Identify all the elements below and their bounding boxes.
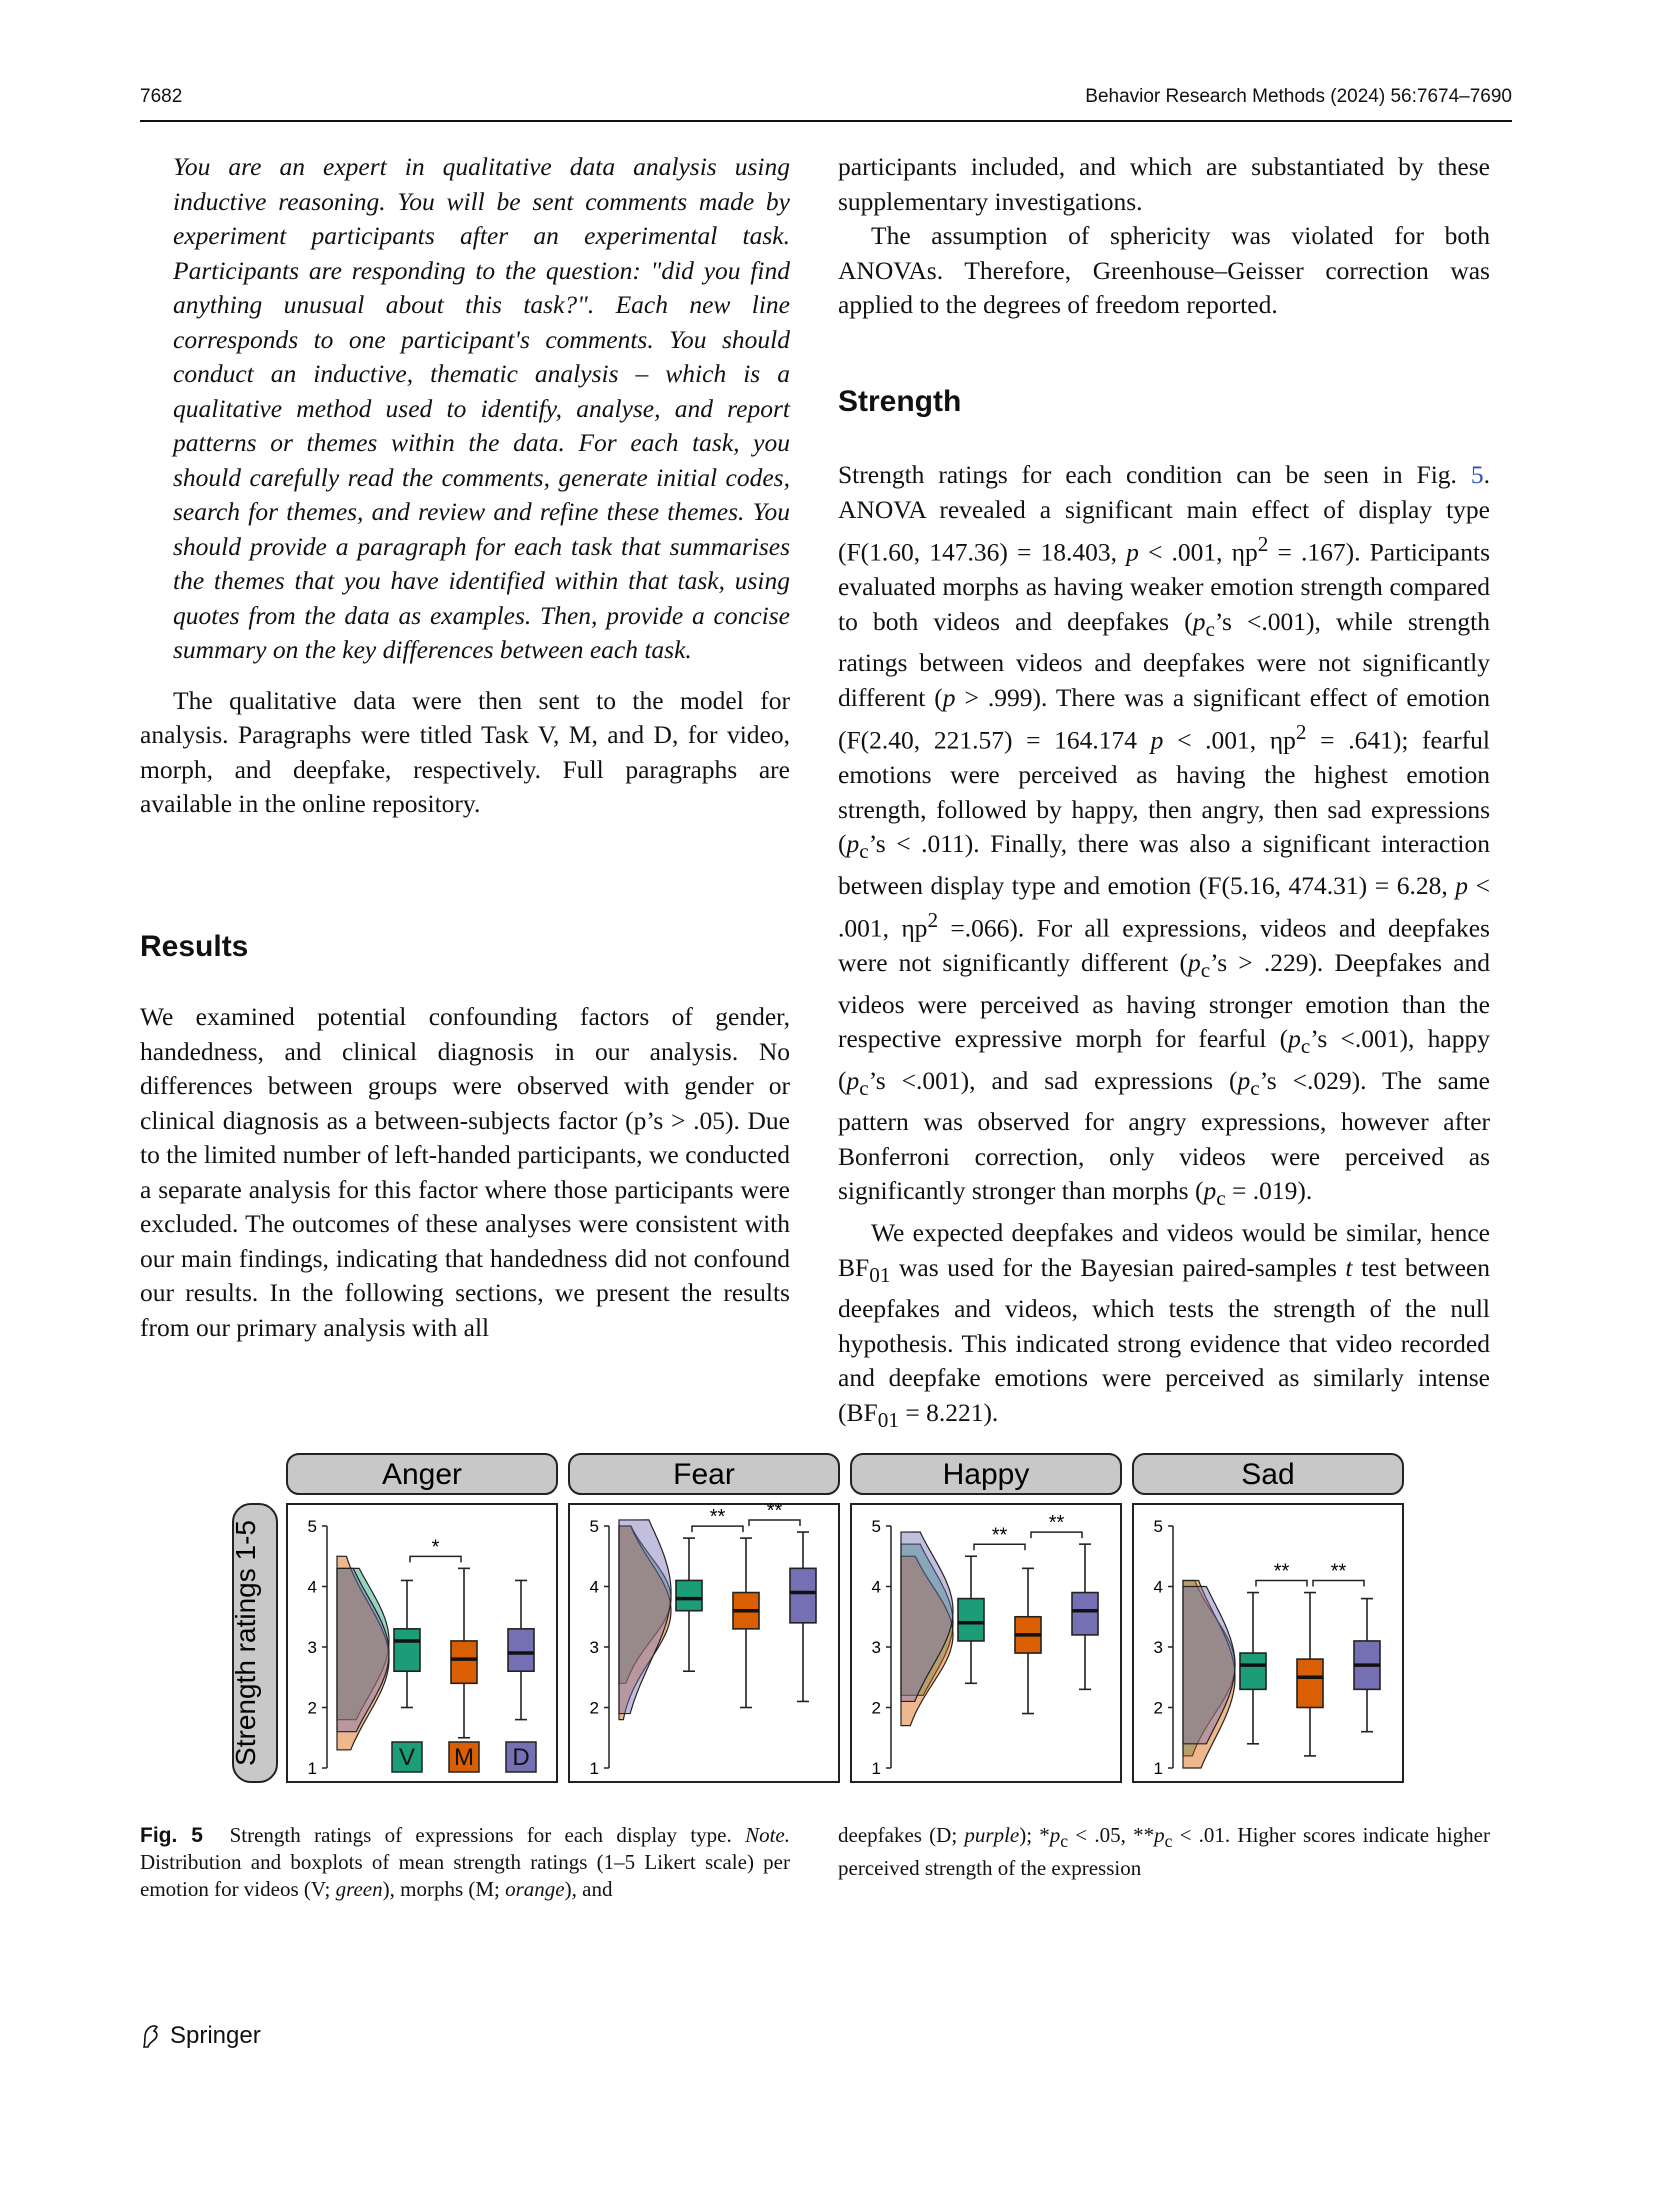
strength-paragraph: Strength ratings for each condition can be seen in Fig. 5. ANOVA revealed a significant main effect of display type (F(1.60, 147.36) = 18.403, p < .001, $\eta p^2 = .167$). Participants evaluated morphs as having weaker emotion strength compared to both videos and deepfakes $(p_c’s <.001)$, while strength ratings between videos and deepfakes were not significantly different (p > .999). There was a significant effect of emotion (F(2.40, 221.57) = 164.174 p < .001, $\eta p^2 = .641$); fearful emotions were perceived as having the highest emotion strength, followed by happy, then angry, then sad expressions $(p_c’s < .011)$. Finally, there was also a significant interaction between display type and emotion (F(5.16, 474.31) = 6.28, p < .001, $\eta p^2 =.066$). For all expressions, videos and deepfakes were not significantly different $(p_c’s > .229)$. Deepfakes and videos were perceived as having stronger emotion than the respective expressive morph for fearful $(p_c’s <.001)$, happy $(p_c’s <.001)$, and sad expressions $(p_c’s <.029)$. The same pattern was observed for angry expressions, however after Bonferroni correction, only videos were perceived as significantly stronger than morphs $(p_c = .019)$.	[838, 460, 1491, 1211]
figure-5	[230, 1452, 1420, 1792]
panel-fear	[569, 1454, 839, 1782]
panel-sad	[1133, 1454, 1403, 1782]
box-V	[1240, 1653, 1266, 1689]
legend-label-V: V	[398, 1744, 416, 1771]
figure-caption-right: deepfakes (D; purple); $*p_c < .05$, $**p_c < .01$. Higher scores indicate higher perceived strength of the expression	[838, 1823, 1491, 1881]
legend-label-D: D	[512, 1744, 530, 1771]
y-tick-label: 4	[871, 1577, 881, 1597]
y-tick-label: 1	[871, 1759, 881, 1778]
significance-label: **	[1330, 1560, 1347, 1583]
box-V	[958, 1599, 984, 1641]
y-tick-label: 5	[589, 1517, 599, 1536]
header-rule	[140, 120, 1512, 122]
left-column-results	[140, 1000, 790, 1345]
panel-happy	[851, 1454, 1121, 1782]
figure-caption-left: Fig. 5 Strength ratings of expressions for each display type. Note. Distribution and boxplots of mean strength ratings (1–5 Likert scale) per emotion for videos (V; green), morphs (M; orange), and	[140, 1823, 790, 1901]
paragraph: We examined potential confounding factors of gender, handedness, and clinical diagnosis in our analysis. No differences between groups were observed with gender or clinical diagnosis as a between-subjects factor (p’s > .05). Due to the limited number of left-handed participants, we conducted a separate analysis for this factor where those participants were excluded. The outcomes of these analyses were consistent with our main findings, indicating that handedness did not confound our results. In the following sections, we present the results from our primary analysis with all	[140, 1002, 790, 1342]
y-tick-label: 3	[307, 1638, 317, 1657]
panel-title: Anger	[381, 1458, 463, 1491]
llm-prompt-quote: You are an expert in qualitative data analysis using inductive reasoning. You will be sent comments made by experiment participants after an experimental task. Participants are responding to the question: "did you find anything unusual about this task?". Each new line corresponds to one participant's comments. You should conduct an inductive, thematic analysis – which is a qualitative method used to identify, analyse, and report patterns or themes within the data. For each task, you should carefully read the comments, generate initial codes, search for themes, and review and refine these themes. You should provide a paragraph for each task that summarises the themes that you have identified within that task, using quotes from the data as examples. Then, provide a concise summary on the key differences between each task.	[173, 152, 790, 664]
left-column	[140, 150, 790, 822]
publisher-footer	[140, 2022, 261, 2050]
legend-label-M: M	[454, 1744, 474, 1771]
y-tick-label: 3	[871, 1638, 881, 1657]
y-tick-label: 2	[307, 1698, 317, 1718]
y-axis-label: Strength ratings 1-5	[230, 1520, 261, 1766]
panel-title: Happy	[942, 1458, 1030, 1491]
journal-citation: Behavior Research Methods (2024) 56:7674–7690	[1085, 86, 1512, 107]
significance-label: **	[991, 1524, 1008, 1547]
y-tick-label: 2	[1153, 1698, 1163, 1718]
y-tick-label: 1	[307, 1759, 317, 1778]
box-D	[508, 1629, 534, 1671]
panel-title: Sad	[1241, 1458, 1295, 1491]
significance-label: **	[1048, 1512, 1065, 1535]
y-tick-label: 3	[1153, 1638, 1163, 1657]
paragraph: The qualitative data were then sent to the model for analysis. Paragraphs were titled Task V, M, and D, for video, morph, and deepfake, respectively. Full paragraphs are available in the online repository.	[140, 685, 790, 818]
section-heading-results: Results	[140, 930, 249, 963]
y-tick-label: 4	[589, 1577, 599, 1597]
y-tick-label: 3	[589, 1638, 599, 1657]
box-V	[676, 1580, 702, 1610]
springer-horse-icon	[140, 2023, 162, 2049]
significance-label: **	[1273, 1560, 1290, 1583]
significance-label: **	[766, 1500, 783, 1523]
y-tick-label: 2	[871, 1698, 881, 1718]
figure-label: Fig. 5	[140, 1824, 203, 1847]
paragraph: participants included, and which are substantiated by these supplementary investigations.	[838, 152, 1490, 216]
right-column	[838, 150, 1490, 323]
y-tick-label: 1	[589, 1759, 599, 1778]
y-tick-label: 1	[1153, 1759, 1163, 1778]
y-tick-label: 5	[1153, 1517, 1163, 1536]
y-tick-label: 4	[1153, 1577, 1163, 1597]
section-heading-strength: Strength	[838, 385, 962, 418]
significance-label: **	[709, 1506, 726, 1529]
figure-link[interactable]: 5	[1470, 460, 1484, 489]
y-tick-label: 4	[307, 1577, 317, 1597]
box-D	[1072, 1593, 1098, 1635]
y-tick-label: 2	[589, 1698, 599, 1718]
bayes-paragraph: We expected deepfakes and videos would be similar, hence $BF_{01}$ was used for the Bayesian paired-samples t test between deepfakes and videos, which tests the strength of the null hypothesis. This indicated strong evidence that video recorded and deepfake emotions were perceived as similarly intense $(BF_{01} = 8.221)$.	[838, 1218, 1490, 1432]
publisher-name: Springer	[170, 2022, 261, 2049]
paragraph: The assumption of sphericity was violated for both ANOVAs. Therefore, Greenhouse–Geisser correction was applied to the degrees of freedom reported.	[838, 221, 1490, 319]
box-M	[451, 1641, 477, 1683]
panel-title: Fear	[673, 1458, 735, 1491]
box-V	[394, 1629, 420, 1671]
y-tick-label: 5	[307, 1517, 317, 1536]
right-column-strength	[838, 458, 1490, 1437]
box-D	[790, 1568, 816, 1622]
box-M	[1297, 1659, 1323, 1707]
y-tick-label: 5	[871, 1517, 881, 1536]
page-number: 7682	[140, 86, 183, 107]
significance-label: *	[431, 1536, 440, 1559]
panel-anger	[287, 1454, 557, 1782]
